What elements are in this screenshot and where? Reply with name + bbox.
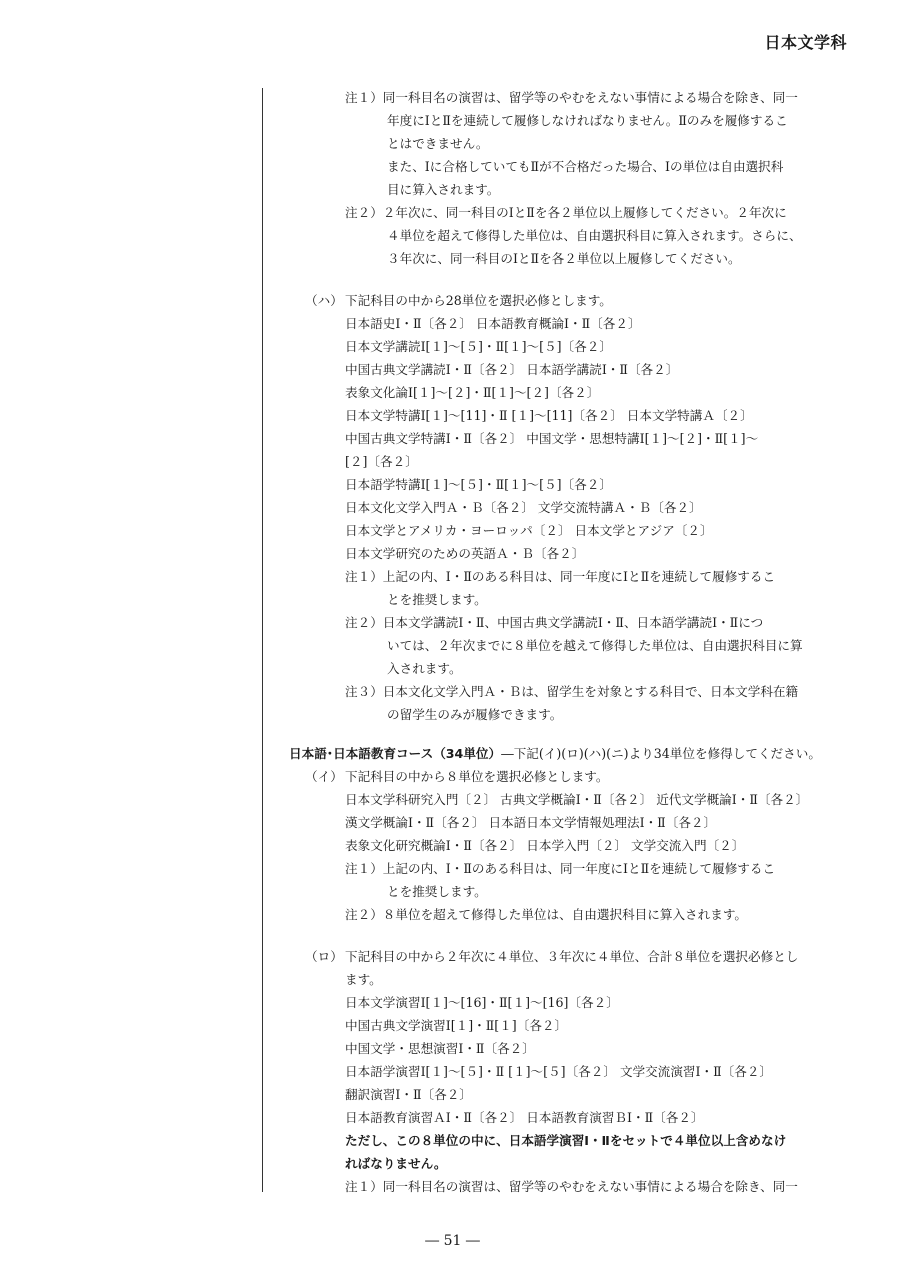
text-line: ただし、この８単位の中に、日本語学演習Ⅰ・Ⅱをセットで４単位以上含めなけ xyxy=(345,1133,787,1148)
text-line: 中国古典文学演習Ⅰ[１]・Ⅱ[１]〔各２〕 xyxy=(345,1018,568,1033)
text-line: いては、２年次までに８単位を越えて修得した単位は、自由選択科目に算 xyxy=(387,638,803,653)
text-line: 中国古典文学講読Ⅰ・Ⅱ〔各２〕 日本語学講読Ⅰ・Ⅱ〔各２〕 xyxy=(345,362,679,377)
text-line: とを推奨します。 xyxy=(387,592,487,607)
text-line: 中国文学・思想演習Ⅰ・Ⅱ〔各２〕 xyxy=(345,1041,535,1056)
text-line: 注２）８単位を超えて修得した単位は、自由選択科目に算入されます。 xyxy=(345,907,747,922)
text-line: 日本語史Ⅰ・Ⅱ〔各２〕 日本語教育概論Ⅰ・Ⅱ〔各２〕 xyxy=(345,316,641,331)
text-line: 注２）日本文学講読Ⅰ・Ⅱ、中国古典文学講読Ⅰ・Ⅱ、日本語学講読Ⅰ・Ⅱにつ xyxy=(345,615,764,630)
text-line: 注３）日本文化文学入門Ａ・Ｂは、留学生を対象とする科目で、日本文学科在籍 xyxy=(345,684,799,699)
text-line: 日本文化文学入門Ａ・Ｂ〔各２〕 文学交流特講Ａ・Ｂ〔各２〕 xyxy=(345,500,702,515)
text-line: （ロ） xyxy=(305,949,343,964)
text-line: 表象文化研究概論Ⅰ・Ⅱ〔各２〕 日本学入門〔２〕 文学交流入門〔２〕 xyxy=(345,838,745,853)
text-line: とはできません。 xyxy=(387,136,489,151)
course-heading xyxy=(289,746,821,762)
text-line: [２]〔各２〕 xyxy=(345,454,418,469)
text-line: 漢文学概論Ⅰ・Ⅱ〔各２〕 日本語日本文学情報処理法Ⅰ・Ⅱ〔各２〕 xyxy=(345,815,717,830)
text-line: の留学生のみが履修できます。 xyxy=(387,707,563,722)
text-line: ４単位を超えて修得した単位は、自由選択科目に算入されます。さらに、 xyxy=(387,228,802,243)
text-line: 注２）２年次に、同一科目のⅠとⅡを各２単位以上履修してください。２年次に xyxy=(345,205,787,220)
text-line: ３年次に、同一科目のⅠとⅡを各２単位以上履修してください。 xyxy=(387,251,741,266)
course-heading-title: 日本語･日本語教育コース（34単位） xyxy=(289,746,502,761)
text-line: ます。 xyxy=(345,972,382,987)
text-line: 注１）上記の内、Ⅰ・Ⅱのある科目は、同一年度にⅠとⅡを連続して履修するこ xyxy=(345,569,776,584)
text-line: 日本文学演習Ⅰ[１]〜[16]・Ⅱ[１]〜[16]〔各２〕 xyxy=(345,995,619,1010)
text-line: （イ） xyxy=(305,769,343,784)
margin-rule xyxy=(262,88,263,1192)
course-heading-rest: ―下記(イ)(ロ)(ハ)(ニ)より34単位を修得してください。 xyxy=(501,746,821,761)
text-line: 下記科目の中から８単位を選択必修とします。 xyxy=(345,769,609,784)
text-line: 日本文学とアメリカ・ヨーロッパ〔２〕 日本文学とアジア〔２〕 xyxy=(345,523,713,538)
text-line: 注１）上記の内、Ⅰ・Ⅱのある科目は、同一年度にⅠとⅡを連続して履修するこ xyxy=(345,861,776,876)
text-line: 入されます。 xyxy=(387,661,462,676)
text-line: 下記科目の中から28単位を選択必修とします。 xyxy=(345,293,612,308)
text-line: 表象文化論Ⅰ[１]〜[２]・Ⅱ[１]〜[２]〔各２〕 xyxy=(345,385,600,400)
page-header-title: 日本文学科 xyxy=(764,33,847,52)
text-line: 下記科目の中から２年次に４単位、３年次に４単位、合計８単位を選択必修とし xyxy=(345,949,799,964)
text-line: 日本文学研究のための英語Ａ・Ｂ〔各２〕 xyxy=(345,546,585,561)
text-line: 注１）同一科目名の演習は、留学等のやむをえない事情による場合を除き、同一 xyxy=(345,1179,798,1194)
text-line: とを推奨します。 xyxy=(387,884,487,899)
text-line: 日本文学講読Ⅰ[１]〜[５]・Ⅱ[１]〜[５]〔各２〕 xyxy=(345,339,612,354)
text-line: 日本文学特講Ⅰ[１]〜[11]・Ⅱ [１]〜[11]〔各２〕 日本文学特講Ａ〔２〕 xyxy=(345,408,753,423)
text-line: 注１）同一科目名の演習は、留学等のやむをえない事情による場合を除き、同一 xyxy=(345,90,798,105)
text-line: 日本語学特講Ⅰ[１]〜[５]・Ⅱ[１]〜[５]〔各２〕 xyxy=(345,477,612,492)
text-line: また、Ⅰに合格していてもⅡが不合格だった場合、Ⅰの単位は自由選択科 xyxy=(387,159,784,174)
text-line: ればなりません。 xyxy=(345,1156,447,1171)
text-line: 日本語教育演習ＡⅠ・Ⅱ〔各２〕 日本語教育演習ＢⅠ・Ⅱ〔各２〕 xyxy=(345,1110,704,1125)
text-line: 翻訳演習Ⅰ・Ⅱ〔各２〕 xyxy=(345,1087,472,1102)
text-line: 年度にⅠとⅡを連続して履修しなければなりません。Ⅱのみを履修するこ xyxy=(387,113,788,128)
text-line: 中国古典文学特講Ⅰ・Ⅱ〔各２〕 中国文学・思想特講Ⅰ[１]〜[２]・Ⅱ[１]〜 xyxy=(345,431,759,446)
text-line: 日本文学科研究入門〔２〕 古典文学概論Ⅰ・Ⅱ〔各２〕 近代文学概論Ⅰ・Ⅱ〔各２〕 xyxy=(345,792,809,807)
page-number: ― 51 ― xyxy=(425,1233,480,1249)
text-line: 日本語学演習Ⅰ[１]〜[５]・Ⅱ [１]〜[５]〔各２〕 文学交流演習Ⅰ・Ⅱ〔各２〕 xyxy=(345,1064,773,1079)
text-line: 目に算入されます。 xyxy=(387,182,500,197)
text-line: （ハ） xyxy=(305,293,343,308)
